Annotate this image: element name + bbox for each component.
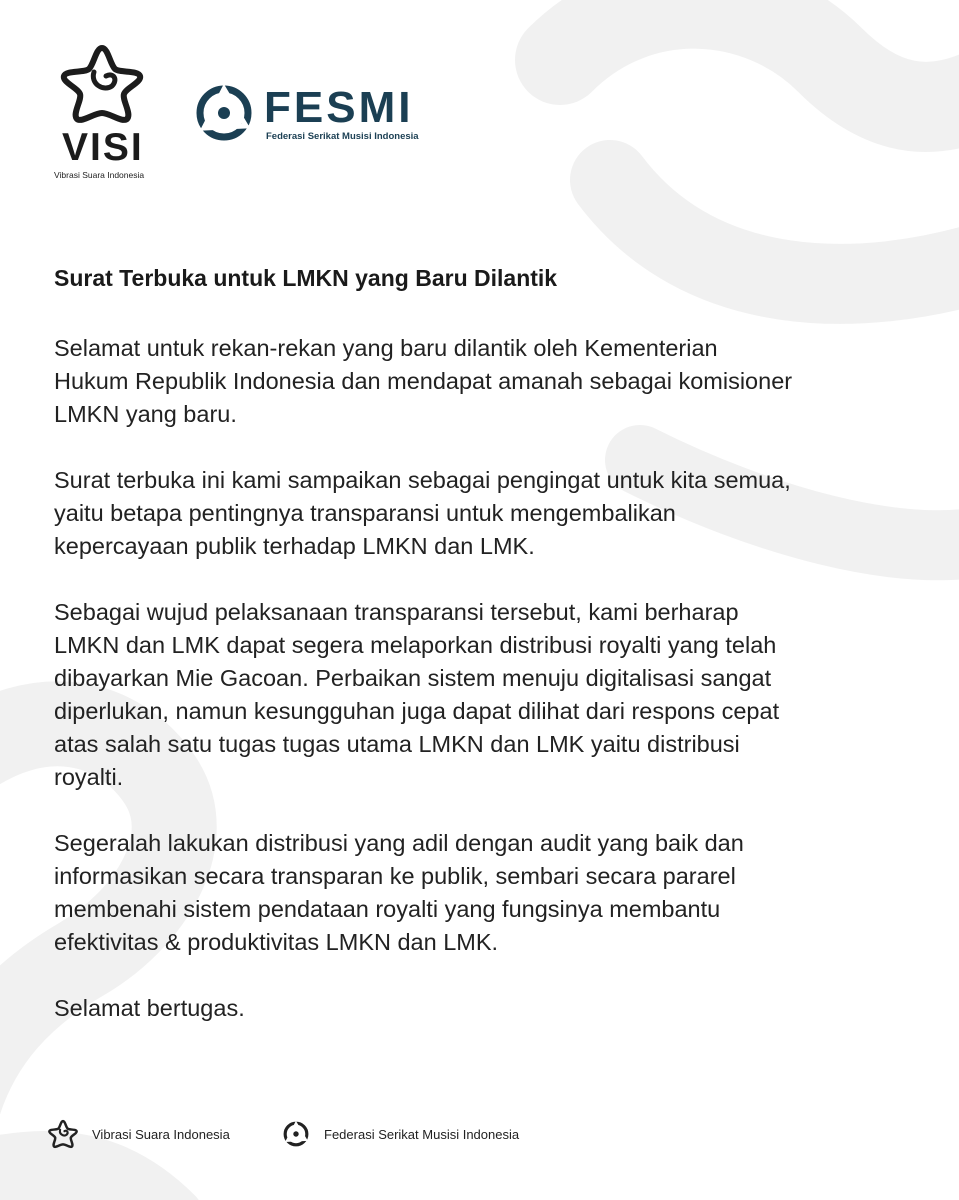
letter-closing: Selamat bertugas.: [54, 995, 245, 1021]
fesmi-wordmark: FESMI: [264, 83, 414, 132]
visi-logo: [52, 40, 152, 182]
visi-tagline: Vibrasi Suara Indonesia: [54, 170, 145, 180]
fesmi-tagline: Federasi Serikat Musisi Indonesia: [266, 131, 419, 142]
fesmi-mark-icon: [282, 1120, 310, 1148]
footer-item-fesmi: [282, 1118, 519, 1150]
header-logos: [52, 40, 472, 190]
letter-title: Surat Terbuka untuk LMKN yang Baru Dilantik: [54, 265, 558, 291]
open-letter: [54, 262, 794, 1058]
letter-paragraph-2: Surat terbuka ini kami sampaikan sebagai pengingat untuk kita semua, yaitu betapa pentingnya transparansi untuk mengembalikan kepercayaan publik terhadap LMKN dan LMK.: [54, 467, 791, 559]
letter-paragraph-3: Sebagai wujud pelaksanaan transparansi tersebut, kami berharap LMKN dan LMK dapat segera melaporkan distribusi royalti yang telah dibayarkan Mie Gacoan. Perbaikan sistem menuju digitalisasi sangat diperlukan, namun kesungguhan juga dapat dilihat dari respons cepat atas salah satu tugas tugas utama LMKN dan LMK yaitu distribusi royalti.: [54, 599, 780, 790]
footer: [48, 1118, 648, 1150]
footer-label: Vibrasi Suara Indonesia: [92, 1126, 230, 1142]
star-outline-icon: [60, 42, 144, 126]
fesmi-logo: [194, 82, 454, 152]
visi-wordmark: VISI: [62, 126, 144, 169]
footer-item-visi: [48, 1118, 230, 1150]
letter-paragraph-4: Segeralah lakukan distribusi yang adil dengan audit yang baik dan informasikan secara transparan ke publik, sembari secara pararel membenahi sistem pendataan royalti yang fungsinya membantu efektivitas & produktivitas LMKN dan LMK.: [54, 830, 744, 955]
star-outline-icon: [48, 1119, 78, 1149]
fesmi-mark-icon: [194, 82, 254, 144]
footer-label: Federasi Serikat Musisi Indonesia: [324, 1126, 520, 1142]
letter-paragraph-1: Selamat untuk rekan-rekan yang baru dilantik oleh Kementerian Hukum Republik Indonesia dan mendapat amanah sebagai komisioner LMKN yang baru.: [54, 335, 793, 427]
